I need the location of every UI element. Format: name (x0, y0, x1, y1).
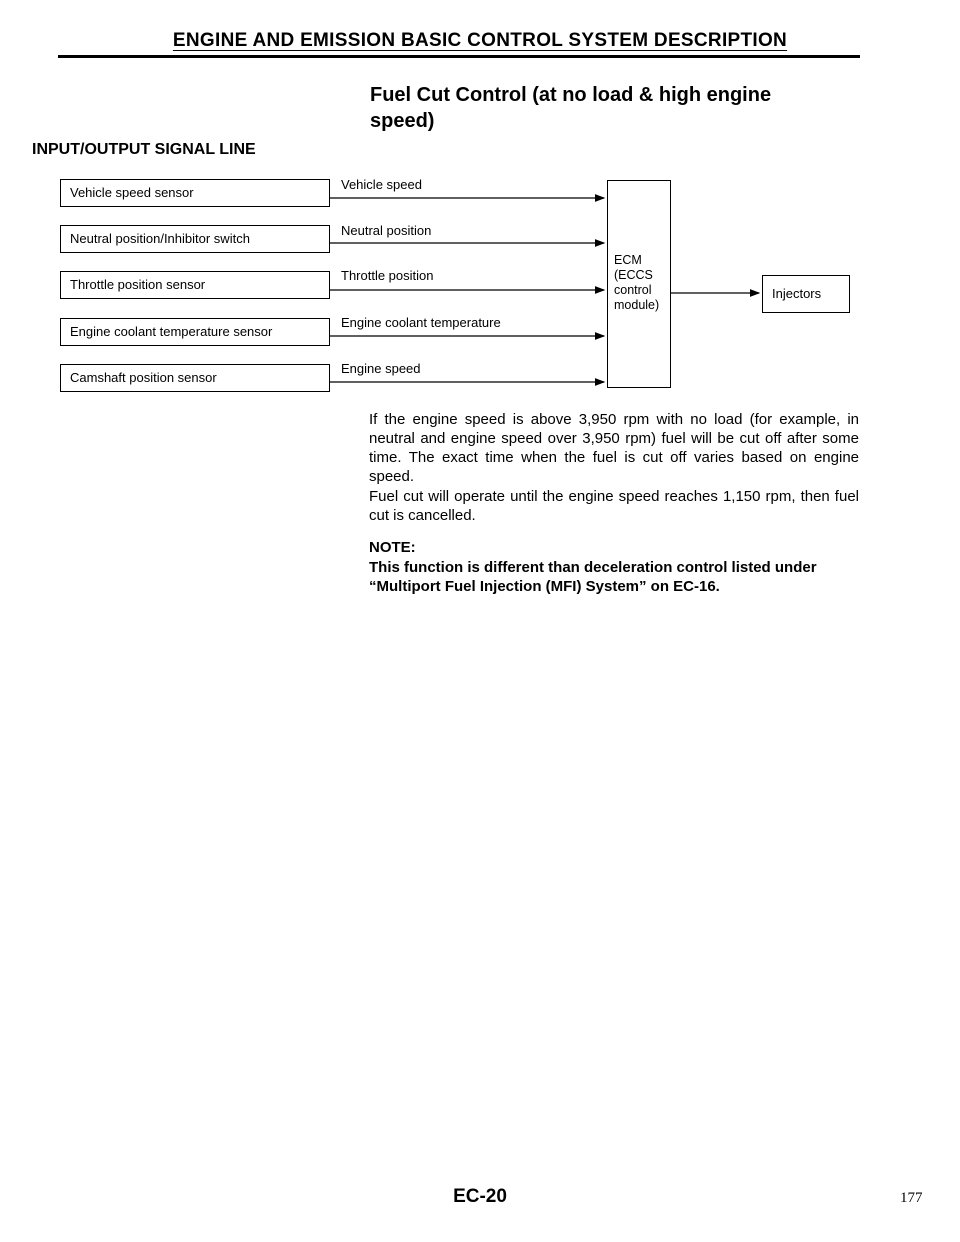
signal-diagram-lines (0, 0, 960, 420)
page-number: 177 (900, 1190, 923, 1206)
signal-label-vehicle-speed: Vehicle speed (341, 177, 422, 192)
input-box-throttle-position-sensor: Throttle position sensor (60, 271, 330, 299)
note-text: This function is different than deceleration control listed under “Multiport Fuel Injection (MFI) System” on EC-16. (369, 559, 817, 595)
signal-label-neutral-position: Neutral position (341, 223, 432, 238)
note-label: NOTE: (369, 539, 416, 556)
input-box-neutral-inhibitor-switch: Neutral position/Inhibitor switch (60, 225, 330, 253)
input-box-coolant-temperature-sensor: Engine coolant temperature sensor (60, 318, 330, 346)
signal-label-coolant-temperature: Engine coolant temperature (341, 315, 501, 330)
ecm-label-line: ECM (614, 253, 642, 267)
ecm-label-line: control (614, 283, 652, 297)
input-box-camshaft-position-sensor: Camshaft position sensor (60, 364, 330, 392)
page-header-title: ENGINE AND EMISSION BASIC CONTROL SYSTEM DESCRIPTION (172, 30, 788, 51)
injectors-box: Injectors (762, 275, 850, 313)
signal-label-throttle-position: Throttle position (341, 268, 434, 283)
body-paragraph-2: Fuel cut will operate until the engine speed reaches 1,150 rpm, then fuel cut is cancelled. (369, 488, 859, 524)
section-title: Fuel Cut Control (at no load & high engine speed) (370, 84, 772, 132)
signal-label-engine-speed: Engine speed (341, 361, 421, 376)
input-box-vehicle-speed-sensor: Vehicle speed sensor (60, 179, 330, 207)
ecm-label-line: (ECCS (614, 268, 653, 282)
ecm-label (614, 253, 659, 313)
io-heading: INPUT/OUTPUT SIGNAL LINE (32, 141, 256, 158)
body-paragraph-1: If the engine speed is above 3,950 rpm with no load (for example, in neutral and engine speed over 3,950 rpm) fuel will be cut off after some time. The exact time when the fuel is cut off varies based on engine speed. (369, 411, 859, 485)
ecm-label-line: module) (614, 298, 660, 312)
footer-section-code: EC-20 (453, 1186, 507, 1207)
